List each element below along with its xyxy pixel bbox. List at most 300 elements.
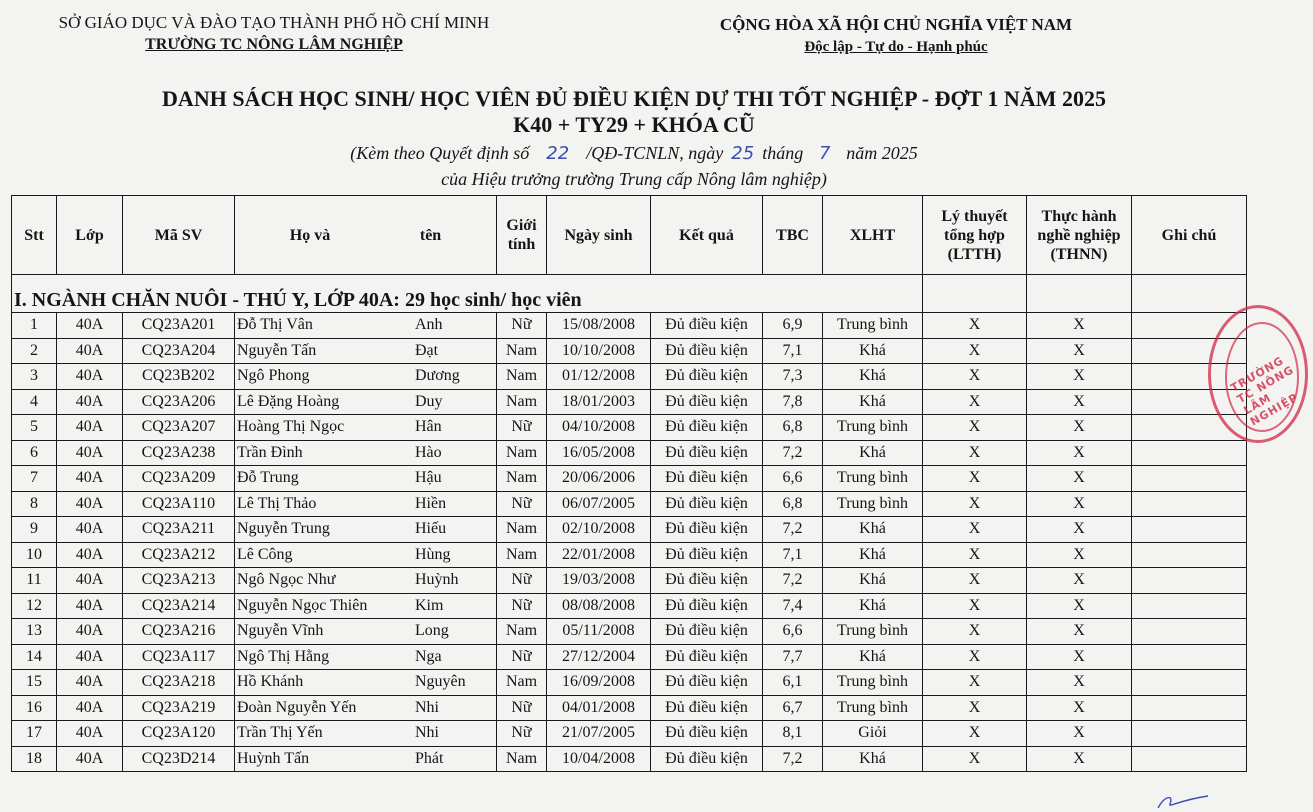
col-gioi-tinh bbox=[497, 196, 547, 275]
cell-ngay-sinh: 01/12/2008 bbox=[547, 364, 651, 390]
cell-masv: CQ23D214 bbox=[123, 746, 235, 772]
decision-issuer: của Hiệu trưởng trường Trung cấp Nông lâm nghiệp) bbox=[441, 169, 827, 189]
cell-thnn: X bbox=[1027, 364, 1132, 390]
col-thnn-2: nghề nghiệp bbox=[1037, 226, 1121, 244]
cell-lop: 40A bbox=[57, 695, 123, 721]
cell-masv: CQ23A110 bbox=[123, 491, 235, 517]
cell-thnn: X bbox=[1027, 568, 1132, 594]
cell-ltth: X bbox=[923, 746, 1027, 772]
section-row bbox=[12, 275, 1247, 313]
cell-ghi-chu bbox=[1132, 670, 1247, 696]
cell-tbc: 7,2 bbox=[763, 568, 823, 594]
table-row bbox=[12, 389, 1247, 415]
table-row bbox=[12, 440, 1247, 466]
table-row bbox=[12, 695, 1247, 721]
cell-ket-qua: Đủ điều kiện bbox=[651, 568, 763, 594]
cell-xlht: Khá bbox=[823, 593, 923, 619]
cell-lop: 40A bbox=[57, 466, 123, 492]
cell-lop: 40A bbox=[57, 746, 123, 772]
cell-ngay-sinh: 10/04/2008 bbox=[547, 746, 651, 772]
cell-tbc: 6,8 bbox=[763, 491, 823, 517]
cell-tbc: 6,7 bbox=[763, 695, 823, 721]
col-masv: Mã SV bbox=[123, 196, 235, 275]
cell-ket-qua: Đủ điều kiện bbox=[651, 440, 763, 466]
cell-ghi-chu bbox=[1132, 619, 1247, 645]
cell-ten: Hiếu bbox=[415, 520, 447, 538]
table-row bbox=[12, 338, 1247, 364]
cell-lop: 40A bbox=[57, 440, 123, 466]
cell-ghi-chu bbox=[1132, 695, 1247, 721]
cell-ghi-chu bbox=[1132, 568, 1247, 594]
table-row bbox=[12, 364, 1247, 390]
cell-ten: Hậu bbox=[415, 469, 442, 487]
cell-gioi-tinh: Nữ bbox=[497, 491, 547, 517]
cell-lop: 40A bbox=[57, 619, 123, 645]
cell-xlht: Khá bbox=[823, 440, 923, 466]
cell-lop: 40A bbox=[57, 670, 123, 696]
cell-ltth: X bbox=[923, 491, 1027, 517]
table-row bbox=[12, 593, 1247, 619]
cell-masv: CQ23A216 bbox=[123, 619, 235, 645]
cell-tbc: 7,4 bbox=[763, 593, 823, 619]
cell-xlht: Trung bình bbox=[823, 313, 923, 339]
decision-text-4: năm 2025 bbox=[846, 143, 918, 163]
cell-tbc: 6,8 bbox=[763, 415, 823, 441]
table-row bbox=[12, 491, 1247, 517]
cell-masv: CQ23A213 bbox=[123, 568, 235, 594]
cell-gioi-tinh: Nữ bbox=[497, 568, 547, 594]
cell-ho-ten bbox=[235, 542, 497, 568]
cell-gioi-tinh: Nam bbox=[497, 670, 547, 696]
cell-ho-ten bbox=[235, 695, 497, 721]
cell-thnn: X bbox=[1027, 491, 1132, 517]
cell-ten: Long bbox=[415, 622, 449, 640]
cell-ghi-chu bbox=[1132, 440, 1247, 466]
cell-ten: Dương bbox=[415, 367, 460, 385]
cell-ho: Lê Thị Thảo bbox=[237, 494, 317, 512]
cell-ho: Nguyễn Trung bbox=[237, 520, 330, 538]
cell-ho-ten bbox=[235, 593, 497, 619]
cell-ho: Nguyễn Tấn bbox=[237, 341, 317, 359]
decision-text-2: /QĐ-TCNLN, ngày bbox=[586, 143, 724, 163]
cell-ngay-sinh: 06/07/2005 bbox=[547, 491, 651, 517]
cell-ngay-sinh: 16/09/2008 bbox=[547, 670, 651, 696]
decision-day-handwritten: 25 bbox=[731, 143, 755, 164]
cell-ket-qua: Đủ điều kiện bbox=[651, 670, 763, 696]
cell-tbc: 7,1 bbox=[763, 338, 823, 364]
cell-masv: CQ23A212 bbox=[123, 542, 235, 568]
col-ho-ten bbox=[235, 196, 497, 275]
cell-stt: 4 bbox=[12, 389, 57, 415]
cell-ghi-chu bbox=[1132, 466, 1247, 492]
cell-stt: 17 bbox=[12, 721, 57, 747]
col-thnn bbox=[1027, 196, 1132, 275]
cell-ten: Kim bbox=[415, 596, 444, 614]
cell-ho-ten bbox=[235, 466, 497, 492]
cell-stt: 12 bbox=[12, 593, 57, 619]
cell-ho: Lê Đặng Hoàng bbox=[237, 392, 340, 410]
cell-stt: 10 bbox=[12, 542, 57, 568]
cell-tbc: 6,6 bbox=[763, 619, 823, 645]
cell-stt: 3 bbox=[12, 364, 57, 390]
table-row bbox=[12, 746, 1247, 772]
cell-lop: 40A bbox=[57, 721, 123, 747]
cell-thnn: X bbox=[1027, 670, 1132, 696]
cell-xlht: Trung bình bbox=[823, 619, 923, 645]
cell-gioi-tinh: Nam bbox=[497, 440, 547, 466]
cell-ngay-sinh: 19/03/2008 bbox=[547, 568, 651, 594]
cell-ket-qua: Đủ điều kiện bbox=[651, 313, 763, 339]
cell-tbc: 7,2 bbox=[763, 440, 823, 466]
cell-ten: Hào bbox=[415, 443, 442, 461]
cell-lop: 40A bbox=[57, 517, 123, 543]
cell-ho: Hồ Khánh bbox=[237, 673, 304, 691]
cell-ho-ten bbox=[235, 389, 497, 415]
cell-ghi-chu bbox=[1132, 491, 1247, 517]
cell-ten: Hiền bbox=[415, 494, 447, 512]
cell-ho-ten bbox=[235, 721, 497, 747]
cell-lop: 40A bbox=[57, 568, 123, 594]
cell-ho-ten bbox=[235, 746, 497, 772]
cell-ten: Đạt bbox=[415, 341, 439, 359]
cell-ten: Nga bbox=[415, 647, 442, 665]
table-row bbox=[12, 415, 1247, 441]
cell-ho: Ngô Phong bbox=[237, 367, 310, 385]
cell-ghi-chu bbox=[1132, 721, 1247, 747]
cell-lop: 40A bbox=[57, 313, 123, 339]
cell-ket-qua: Đủ điều kiện bbox=[651, 364, 763, 390]
cell-ho-ten bbox=[235, 338, 497, 364]
cell-stt: 13 bbox=[12, 619, 57, 645]
document-title: DANH SÁCH HỌC SINH/ HỌC VIÊN ĐỦ ĐIỀU KIỆN DỰ THI TỐT NGHIỆP - ĐỢT 1 NĂM 2025 bbox=[162, 86, 1106, 111]
cell-thnn: X bbox=[1027, 644, 1132, 670]
cell-thnn: X bbox=[1027, 593, 1132, 619]
cell-ket-qua: Đủ điều kiện bbox=[651, 491, 763, 517]
cell-ltth: X bbox=[923, 364, 1027, 390]
cell-masv: CQ23A218 bbox=[123, 670, 235, 696]
cell-ltth: X bbox=[923, 542, 1027, 568]
motto: Độc lập - Tự do - Hạnh phúc bbox=[804, 39, 988, 55]
department-name: SỞ GIÁO DỤC VÀ ĐÀO TẠO THÀNH PHỐ HỒ CHÍ MINH bbox=[58, 13, 490, 32]
cell-lop: 40A bbox=[57, 338, 123, 364]
cell-tbc: 7,2 bbox=[763, 746, 823, 772]
table-header-row bbox=[12, 196, 1247, 275]
signature-mark bbox=[1150, 790, 1210, 810]
cell-ngay-sinh: 10/10/2008 bbox=[547, 338, 651, 364]
cell-ket-qua: Đủ điều kiện bbox=[651, 746, 763, 772]
cell-ho-ten bbox=[235, 364, 497, 390]
cell-ket-qua: Đủ điều kiện bbox=[651, 415, 763, 441]
cell-stt: 11 bbox=[12, 568, 57, 594]
cell-ho: Trần Thị Yến bbox=[237, 724, 323, 742]
cell-tbc: 6,6 bbox=[763, 466, 823, 492]
col-ho: Họ và bbox=[289, 226, 331, 244]
cell-gioi-tinh: Nữ bbox=[497, 721, 547, 747]
cell-gioi-tinh: Nam bbox=[497, 364, 547, 390]
cell-thnn: X bbox=[1027, 466, 1132, 492]
cell-ghi-chu bbox=[1132, 517, 1247, 543]
cell-ngay-sinh: 02/10/2008 bbox=[547, 517, 651, 543]
cell-gioi-tinh: Nữ bbox=[497, 313, 547, 339]
cell-ho: Huỳnh Tấn bbox=[237, 749, 310, 767]
cell-tbc: 7,1 bbox=[763, 542, 823, 568]
table-row bbox=[12, 644, 1247, 670]
school-name: TRƯỜNG TC NÔNG LÂM NGHIỆP bbox=[145, 36, 403, 53]
cell-ngay-sinh: 15/08/2008 bbox=[547, 313, 651, 339]
cell-ho-ten bbox=[235, 670, 497, 696]
document-subtitle: K40 + TY29 + KHÓA CŨ bbox=[513, 112, 755, 137]
cell-ket-qua: Đủ điều kiện bbox=[651, 389, 763, 415]
col-tbc: TBC bbox=[763, 196, 823, 275]
cell-lop: 40A bbox=[57, 389, 123, 415]
cell-thnn: X bbox=[1027, 517, 1132, 543]
cell-ket-qua: Đủ điều kiện bbox=[651, 542, 763, 568]
cell-ket-qua: Đủ điều kiện bbox=[651, 619, 763, 645]
cell-masv: CQ23A211 bbox=[123, 517, 235, 543]
cell-ltth: X bbox=[923, 466, 1027, 492]
cell-ho-ten bbox=[235, 415, 497, 441]
cell-ltth: X bbox=[923, 695, 1027, 721]
cell-ghi-chu bbox=[1132, 644, 1247, 670]
national-motto-block bbox=[636, 14, 1156, 58]
cell-tbc: 6,1 bbox=[763, 670, 823, 696]
cell-xlht: Trung bình bbox=[823, 491, 923, 517]
cell-stt: 5 bbox=[12, 415, 57, 441]
official-red-stamp bbox=[1208, 305, 1308, 443]
cell-xlht: Trung bình bbox=[823, 695, 923, 721]
issuer-block bbox=[14, 12, 534, 56]
cell-xlht: Khá bbox=[823, 746, 923, 772]
cell-stt: 14 bbox=[12, 644, 57, 670]
table-row bbox=[12, 619, 1247, 645]
cell-ngay-sinh: 05/11/2008 bbox=[547, 619, 651, 645]
cell-stt: 8 bbox=[12, 491, 57, 517]
cell-ten: Anh bbox=[415, 316, 443, 334]
col-gioi-tinh-2: tính bbox=[507, 236, 536, 253]
cell-masv: CQ23A238 bbox=[123, 440, 235, 466]
cell-gioi-tinh: Nam bbox=[497, 338, 547, 364]
cell-ltth: X bbox=[923, 670, 1027, 696]
cell-gioi-tinh: Nữ bbox=[497, 593, 547, 619]
cell-thnn: X bbox=[1027, 746, 1132, 772]
cell-thnn: X bbox=[1027, 695, 1132, 721]
cell-xlht: Khá bbox=[823, 389, 923, 415]
cell-ho: Nguyễn Vĩnh bbox=[237, 622, 324, 640]
cell-tbc: 7,3 bbox=[763, 364, 823, 390]
col-ltth bbox=[923, 196, 1027, 275]
cell-xlht: Trung bình bbox=[823, 415, 923, 441]
stamp-text: TRƯỜNG TC NÔNG LÂM NGHIỆP bbox=[1228, 353, 1301, 429]
cell-ho-ten bbox=[235, 440, 497, 466]
cell-ten: Nguyên bbox=[415, 673, 466, 691]
cell-ngay-sinh: 21/07/2005 bbox=[547, 721, 651, 747]
cell-gioi-tinh: Nam bbox=[497, 746, 547, 772]
col-lop: Lớp bbox=[57, 196, 123, 275]
cell-thnn: X bbox=[1027, 721, 1132, 747]
cell-ten: Nhi bbox=[415, 724, 439, 742]
cell-thnn: X bbox=[1027, 389, 1132, 415]
cell-stt: 1 bbox=[12, 313, 57, 339]
col-thnn-1: Thực hành bbox=[1041, 207, 1117, 225]
decision-month-handwritten: 7 bbox=[819, 143, 831, 164]
col-ltth-2: tổng hợp bbox=[944, 226, 1005, 244]
cell-ho-ten bbox=[235, 517, 497, 543]
col-ghi-chu: Ghi chú bbox=[1132, 196, 1247, 275]
col-gioi-tinh-1: Giới bbox=[506, 217, 537, 234]
cell-gioi-tinh: Nam bbox=[497, 619, 547, 645]
table-row bbox=[12, 517, 1247, 543]
cell-stt: 6 bbox=[12, 440, 57, 466]
cell-masv: CQ23A201 bbox=[123, 313, 235, 339]
cell-ltth: X bbox=[923, 415, 1027, 441]
cell-gioi-tinh: Nữ bbox=[497, 644, 547, 670]
cell-ket-qua: Đủ điều kiện bbox=[651, 695, 763, 721]
col-thnn-3: (THNN) bbox=[1050, 245, 1108, 263]
cell-ket-qua: Đủ điều kiện bbox=[651, 517, 763, 543]
decision-number-handwritten: 22 bbox=[546, 143, 570, 164]
cell-gioi-tinh: Nam bbox=[497, 466, 547, 492]
cell-masv: CQ23A209 bbox=[123, 466, 235, 492]
cell-stt: 16 bbox=[12, 695, 57, 721]
cell-tbc: 6,9 bbox=[763, 313, 823, 339]
table-row bbox=[12, 466, 1247, 492]
cell-ho-ten bbox=[235, 568, 497, 594]
cell-ngay-sinh: 22/01/2008 bbox=[547, 542, 651, 568]
cell-ho-ten bbox=[235, 644, 497, 670]
cell-ket-qua: Đủ điều kiện bbox=[651, 466, 763, 492]
cell-gioi-tinh: Nam bbox=[497, 542, 547, 568]
cell-masv: CQ23A206 bbox=[123, 389, 235, 415]
cell-xlht: Khá bbox=[823, 542, 923, 568]
cell-thnn: X bbox=[1027, 440, 1132, 466]
col-stt: Stt bbox=[12, 196, 57, 275]
cell-xlht: Khá bbox=[823, 517, 923, 543]
cell-ghi-chu bbox=[1132, 746, 1247, 772]
cell-lop: 40A bbox=[57, 644, 123, 670]
cell-ho-ten bbox=[235, 491, 497, 517]
decision-text-3: tháng bbox=[762, 143, 804, 163]
cell-ten: Nhi bbox=[415, 698, 439, 716]
cell-gioi-tinh: Nam bbox=[497, 389, 547, 415]
cell-stt: 2 bbox=[12, 338, 57, 364]
cell-ngay-sinh: 16/05/2008 bbox=[547, 440, 651, 466]
cell-ngay-sinh: 20/06/2006 bbox=[547, 466, 651, 492]
cell-masv: CQ23A117 bbox=[123, 644, 235, 670]
cell-ghi-chu bbox=[1132, 593, 1247, 619]
cell-ltth: X bbox=[923, 313, 1027, 339]
cell-lop: 40A bbox=[57, 364, 123, 390]
cell-ngay-sinh: 04/10/2008 bbox=[547, 415, 651, 441]
cell-ten: Hùng bbox=[415, 545, 451, 563]
cell-xlht: Trung bình bbox=[823, 670, 923, 696]
cell-tbc: 8,1 bbox=[763, 721, 823, 747]
col-xlht: XLHT bbox=[823, 196, 923, 275]
cell-tbc: 7,8 bbox=[763, 389, 823, 415]
cell-lop: 40A bbox=[57, 491, 123, 517]
cell-ngay-sinh: 27/12/2004 bbox=[547, 644, 651, 670]
cell-ket-qua: Đủ điều kiện bbox=[651, 338, 763, 364]
cell-ltth: X bbox=[923, 389, 1027, 415]
cell-ho: Ngô Ngọc Như bbox=[237, 571, 336, 589]
cell-xlht: Khá bbox=[823, 364, 923, 390]
cell-thnn: X bbox=[1027, 619, 1132, 645]
cell-lop: 40A bbox=[57, 415, 123, 441]
section-title: I. NGÀNH CHĂN NUÔI - THÚ Y, LỚP 40A: 29 học sinh/ học viên bbox=[14, 288, 582, 311]
cell-xlht: Khá bbox=[823, 644, 923, 670]
cell-xlht: Khá bbox=[823, 568, 923, 594]
cell-ten: Huỳnh bbox=[415, 571, 459, 589]
cell-masv: CQ23A214 bbox=[123, 593, 235, 619]
cell-stt: 15 bbox=[12, 670, 57, 696]
cell-xlht: Giỏi bbox=[823, 721, 923, 747]
cell-masv: CQ23A207 bbox=[123, 415, 235, 441]
cell-ltth: X bbox=[923, 517, 1027, 543]
cell-thnn: X bbox=[1027, 415, 1132, 441]
col-ltth-1: Lý thuyết bbox=[941, 207, 1008, 225]
cell-ten: Phát bbox=[415, 749, 444, 767]
cell-gioi-tinh: Nam bbox=[497, 517, 547, 543]
cell-tbc: 7,7 bbox=[763, 644, 823, 670]
cell-ten: Hân bbox=[415, 418, 442, 436]
cell-ho-ten bbox=[235, 619, 497, 645]
cell-stt: 7 bbox=[12, 466, 57, 492]
cell-ten: Duy bbox=[415, 392, 443, 410]
cell-ket-qua: Đủ điều kiện bbox=[651, 644, 763, 670]
col-ltth-3: (LTTH) bbox=[947, 245, 1002, 263]
cell-ho: Trần Đình bbox=[237, 443, 303, 461]
cell-xlht: Khá bbox=[823, 338, 923, 364]
cell-stt: 18 bbox=[12, 746, 57, 772]
cell-gioi-tinh: Nữ bbox=[497, 695, 547, 721]
cell-ho: Lê Công bbox=[237, 545, 293, 563]
cell-ket-qua: Đủ điều kiện bbox=[651, 721, 763, 747]
cell-xlht: Trung bình bbox=[823, 466, 923, 492]
cell-tbc: 7,2 bbox=[763, 517, 823, 543]
cell-masv: CQ23A219 bbox=[123, 695, 235, 721]
cell-ghi-chu bbox=[1132, 542, 1247, 568]
cell-lop: 40A bbox=[57, 593, 123, 619]
table-row bbox=[12, 670, 1247, 696]
cell-ho: Nguyễn Ngọc Thiên bbox=[237, 596, 368, 614]
cell-masv: CQ23A120 bbox=[123, 721, 235, 747]
table-row bbox=[12, 568, 1247, 594]
table-row bbox=[12, 721, 1247, 747]
cell-ltth: X bbox=[923, 338, 1027, 364]
cell-ket-qua: Đủ điều kiện bbox=[651, 593, 763, 619]
cell-ltth: X bbox=[923, 440, 1027, 466]
cell-ngay-sinh: 08/08/2008 bbox=[547, 593, 651, 619]
cell-ltth: X bbox=[923, 593, 1027, 619]
cell-masv: CQ23B202 bbox=[123, 364, 235, 390]
cell-ltth: X bbox=[923, 568, 1027, 594]
cell-stt: 9 bbox=[12, 517, 57, 543]
cell-ngay-sinh: 04/01/2008 bbox=[547, 695, 651, 721]
country-name: CỘNG HÒA XÃ HỘI CHỦ NGHĨA VIỆT NAM bbox=[719, 15, 1073, 34]
decision-text-1: (Kèm theo Quyết định số bbox=[350, 143, 530, 163]
cell-thnn: X bbox=[1027, 313, 1132, 339]
cell-ltth: X bbox=[923, 619, 1027, 645]
cell-ho: Đỗ Thị Vân bbox=[237, 316, 313, 334]
cell-ltth: X bbox=[923, 721, 1027, 747]
cell-masv: CQ23A204 bbox=[123, 338, 235, 364]
student-list-table bbox=[11, 195, 1247, 772]
decision-reference bbox=[0, 143, 1268, 164]
col-ket-qua: Kết quả bbox=[651, 196, 763, 275]
cell-lop: 40A bbox=[57, 542, 123, 568]
cell-thnn: X bbox=[1027, 542, 1132, 568]
col-ngay-sinh: Ngày sinh bbox=[547, 196, 651, 275]
cell-ho: Đỗ Trung bbox=[237, 469, 299, 487]
